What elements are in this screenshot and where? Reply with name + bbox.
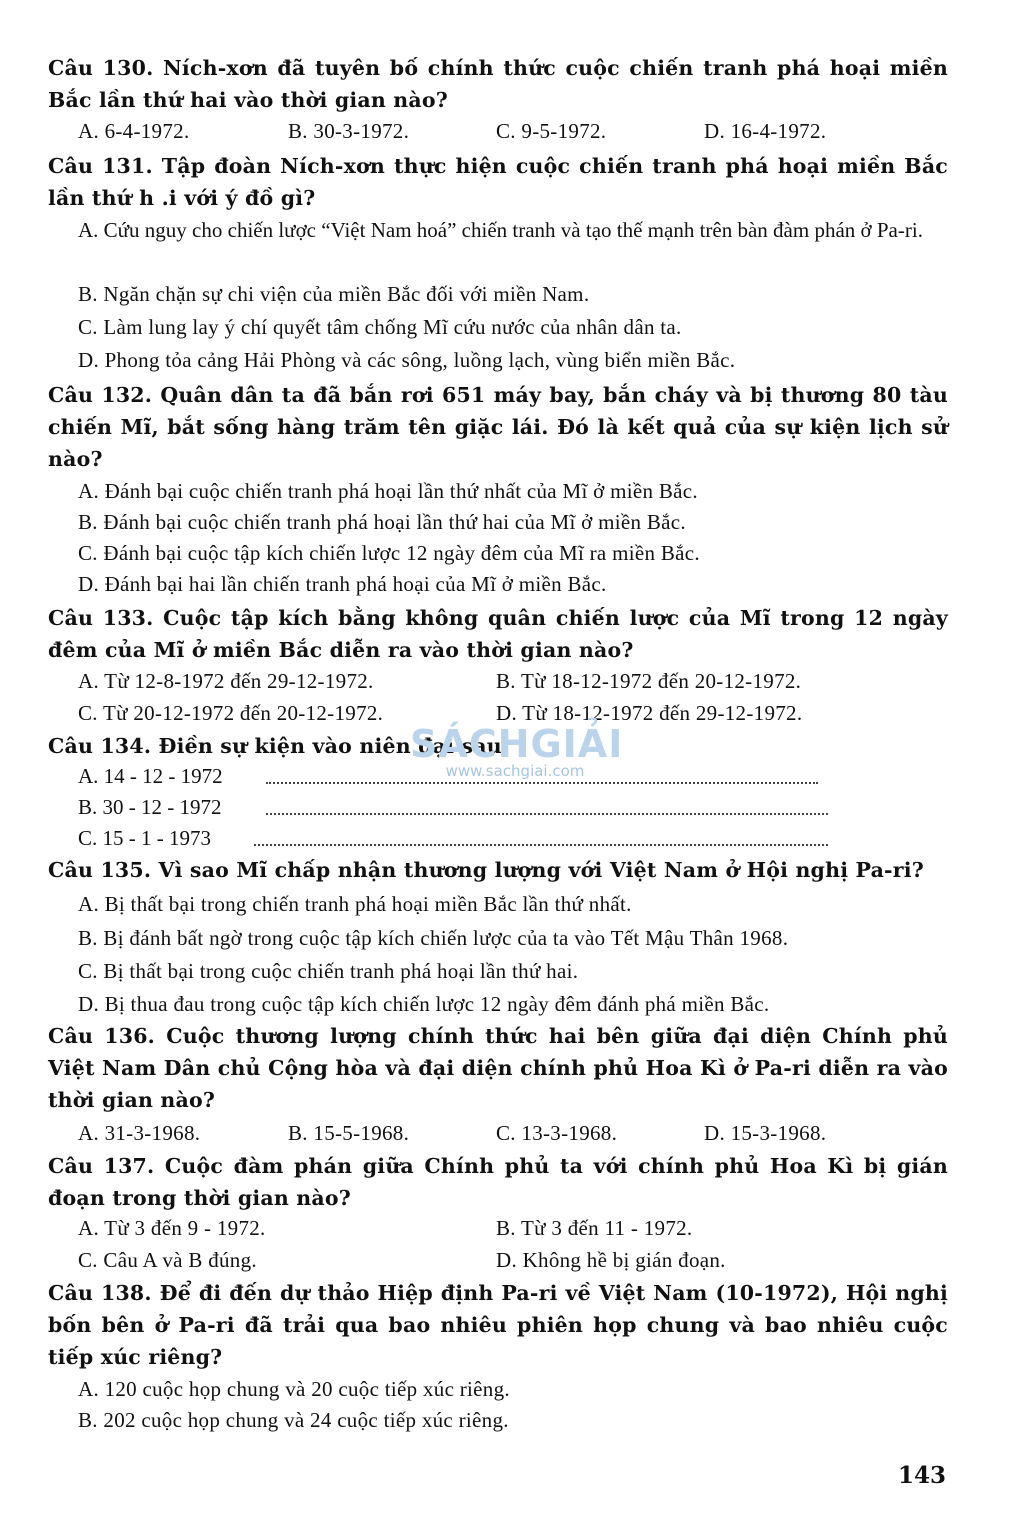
q135-option-b: B. Bị đánh bất ngờ trong cuộc tập kích chiến lược của ta vào Tết Mậu Thân 1968.: [78, 926, 789, 950]
q134-item-b: B. 30 - 12 - 1972: [78, 795, 222, 819]
q130-option-a: A. 6-4-1972.: [78, 119, 190, 143]
watermark-logo: SÁCHGIẢI: [410, 722, 624, 766]
q135-option-d: D. Bị thua đau trong cuộc tập kích chiến lược 12 ngày đêm đánh phá miền Bắc.: [78, 992, 770, 1016]
q132-option-c: C. Đánh bại cuộc tập kích chiến lược 12 ngày đêm của Mĩ ra miền Bắc.: [78, 541, 700, 565]
q134-blank-c: [254, 844, 828, 846]
question-135: Câu 135. Vì sao Mĩ chấp nhận thương lượng với Việt Nam ở Hội nghị Pa-ri?: [48, 858, 924, 882]
q133-option-a: A. Từ 12-8-1972 đến 29-12-1972.: [78, 669, 374, 693]
q138-option-a: A. 120 cuộc họp chung và 20 cuộc tiếp xúc riêng.: [78, 1377, 510, 1401]
q137-option-a: A. Từ 3 đến 9 - 1972.: [78, 1216, 266, 1240]
q137-option-b: B. Từ 3 đến 11 - 1972.: [496, 1216, 693, 1240]
q132-option-b: B. Đánh bại cuộc chiến tranh phá hoại lần thứ hai của Mĩ ở miền Bắc.: [78, 510, 686, 534]
watermark-url: www.sachgiai.com: [445, 762, 585, 780]
q134-item-c: C. 15 - 1 - 1973: [78, 826, 211, 850]
question-133: Câu 133. Cuộc tập kích bằng không quân chiến lược của Mĩ trong 12 ngày đêm của Mĩ ở miền Bắc diễn ra vào thời gian nào?: [48, 606, 948, 662]
q136-option-b: B. 15-5-1968.: [288, 1121, 410, 1145]
q131-option-c: C. Làm lung lay ý chí quyết tâm chống Mĩ cứu nước của nhân dân ta.: [78, 315, 682, 339]
q134-blank-b: [266, 813, 828, 815]
q130-option-b: B. 30-3-1972.: [288, 119, 410, 143]
q130-option-d: D. 16-4-1972.: [704, 119, 827, 143]
q133-option-d: D. Từ 18-12-1972 đến 29-12-1972.: [496, 701, 803, 725]
q133-option-b: B. Từ 18-12-1972 đến 20-12-1972.: [496, 669, 802, 693]
q138-option-b: B. 202 cuộc họp chung và 24 cuộc tiếp xúc riêng.: [78, 1408, 509, 1432]
question-138: Câu 138. Để đi đến dự thảo Hiệp định Pa-ri về Việt Nam (10-1972), Hội nghị bốn bên ở Pa-ri đã trải qua bao nhiêu phiên họp chung và bao nhiêu cuộc tiếp xúc riêng?: [48, 1281, 948, 1369]
question-137: Câu 137. Cuộc đàm phán giữa Chính phủ ta với chính phủ Hoa Kì bị gián đoạn trong thời gian nào?: [48, 1154, 948, 1210]
question-131: Câu 131. Tập đoàn Ních-xơn thực hiện cuộc chiến tranh phá hoại miền Bắc lần thứ h .i với ý đồ gì?: [48, 154, 948, 210]
q136-option-a: A. 31-3-1968.: [78, 1121, 201, 1145]
q130-option-c: C. 9-5-1972.: [496, 119, 607, 143]
page-number: 143: [897, 1462, 946, 1489]
q137-option-d: D. Không hề bị gián đoạn.: [496, 1248, 726, 1272]
q136-option-c: C. 13-3-1968.: [496, 1121, 618, 1145]
q135-option-a: A. Bị thất bại trong chiến tranh phá hoại miền Bắc lần thứ nhất.: [78, 892, 632, 916]
question-132: Câu 132. Quân dân ta đã bắn rơi 651 máy bay, bắn cháy và bị thương 80 tàu chiến Mĩ, bắt sống hàng trăm tên giặc lái. Đó là kết quả của sự kiện lịch sử nào?: [48, 383, 948, 471]
question-134: Câu 134. Điền sự kiện vào niên đại sau:: [48, 734, 510, 758]
q131-option-d: D. Phong tỏa cảng Hải Phòng và các sông, luồng lạch, vùng biển miền Bắc.: [78, 348, 736, 372]
q134-blank-a: [266, 782, 818, 784]
q132-option-a: A. Đánh bại cuộc chiến tranh phá hoại lần thứ nhất của Mĩ ở miền Bắc.: [78, 479, 698, 503]
q135-option-c: C. Bị thất bại trong cuộc chiến tranh phá hoại lần thứ hai.: [78, 959, 579, 983]
q136-option-d: D. 15-3-1968.: [704, 1121, 827, 1145]
sachgiai-watermark: [410, 722, 624, 780]
q134-item-a: A. 14 - 12 - 1972: [78, 764, 223, 788]
q137-option-c: C. Câu A và B đúng.: [78, 1248, 257, 1272]
q132-option-d: D. Đánh bại hai lần chiến tranh phá hoại của Mĩ ở miền Bắc.: [78, 572, 607, 596]
question-130: Câu 130. Ních-xơn đã tuyên bố chính thức cuộc chiến tranh phá hoại miền Bắc lần thứ hai vào thời gian nào?: [48, 56, 948, 112]
q133-option-c: C. Từ 20-12-1972 đến 20-12-1972.: [78, 701, 384, 725]
q131-option-a: A. Cứu nguy cho chiến lược “Việt Nam hoá” chiến tranh và tạo thế mạnh trên bàn đàm phán ở Pa-ri.: [78, 218, 923, 242]
question-136: Câu 136. Cuộc thương lượng chính thức hai bên giữa đại diện Chính phủ Việt Nam Dân chủ Cộng hòa và đại diện chính phủ Hoa Kì ở Pa-ri diễn ra vào thời gian nào?: [48, 1024, 948, 1112]
q131-option-b: B. Ngăn chặn sự chi viện của miền Bắc đối với miền Nam.: [78, 282, 590, 306]
